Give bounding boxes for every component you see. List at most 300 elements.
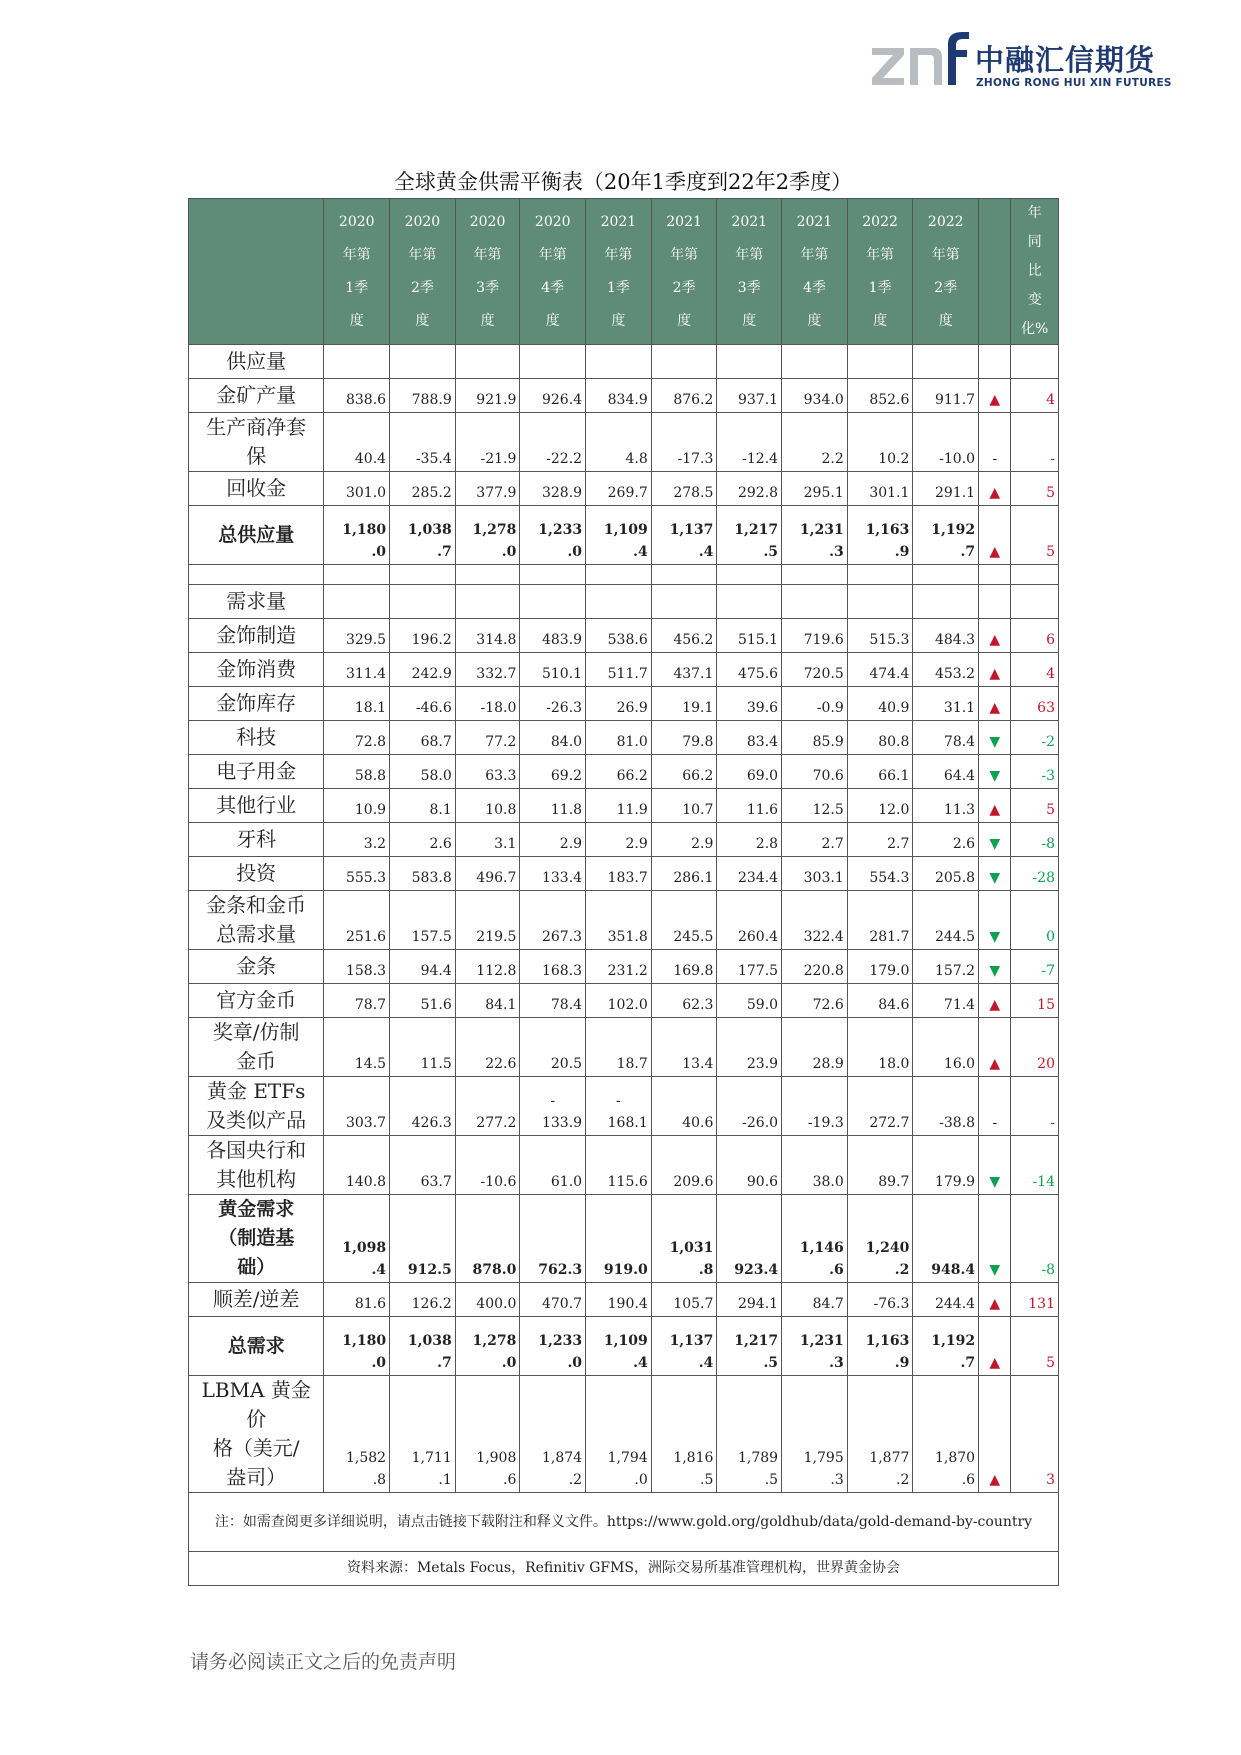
value-cell	[847, 687, 913, 721]
value-cell	[913, 1077, 979, 1136]
header-period-line: 1季	[606, 279, 630, 296]
value-line: 453.2	[934, 666, 976, 682]
value-cell	[520, 1018, 586, 1077]
value-line: -10.0	[939, 451, 976, 467]
value-line: 31.1	[943, 700, 976, 716]
value-cell	[520, 1077, 586, 1136]
row-label	[189, 1195, 324, 1283]
value-line: .2	[894, 1262, 910, 1278]
header-period-5	[586, 199, 652, 345]
value-cell	[390, 1195, 456, 1283]
header-period-line: 度	[611, 312, 626, 329]
row-label	[189, 1376, 324, 1493]
value-cell	[913, 585, 979, 619]
value-cell	[390, 823, 456, 857]
value-line: -22.2	[546, 451, 583, 467]
value-line: 351.8	[607, 929, 648, 945]
value-cell	[455, 1376, 520, 1493]
value-cell	[390, 1077, 456, 1136]
value-cell	[455, 823, 520, 857]
value-cell	[782, 823, 848, 857]
value-cell	[782, 755, 848, 789]
value-line: 1,908	[476, 1450, 517, 1466]
row-label-line: 金条和金币	[206, 893, 307, 917]
value-line: .8	[698, 1262, 714, 1278]
value-cell	[586, 472, 652, 506]
value-line: 921.9	[476, 392, 517, 408]
value-line: -35.4	[415, 451, 452, 467]
value-line: 12.0	[878, 802, 910, 818]
value-cell	[847, 1317, 913, 1376]
value-cell	[913, 1376, 979, 1493]
value-cell	[586, 619, 652, 653]
value-line: 923.4	[734, 1262, 779, 1278]
value-cell	[586, 687, 652, 721]
value-cell	[520, 379, 586, 413]
trend-arrow	[979, 345, 1011, 379]
row-label-line: 及类似产品	[206, 1108, 307, 1132]
trend-arrow: ▼	[979, 1136, 1011, 1195]
header-period-line: 年第	[604, 246, 633, 263]
value-line: .8	[372, 1472, 387, 1488]
header-period-2	[390, 199, 456, 345]
yoy-change: -3	[1011, 755, 1059, 789]
value-line: 511.7	[607, 666, 648, 682]
value-cell	[586, 1195, 652, 1283]
value-line: 876.2	[673, 392, 714, 408]
value-line: 538.6	[607, 632, 648, 648]
value-cell	[455, 565, 520, 585]
value-cell	[651, 857, 717, 891]
value-line: 66.1	[878, 768, 910, 784]
value-cell	[847, 413, 913, 472]
value-line: 157.5	[411, 929, 452, 945]
yoy-change: -2	[1011, 721, 1059, 755]
value-cell	[717, 565, 782, 585]
row-label	[189, 789, 324, 823]
value-line: 322.4	[803, 929, 844, 945]
table-row	[189, 653, 1059, 687]
value-line: .3	[829, 544, 844, 560]
value-line: 286.1	[673, 870, 714, 886]
trend-arrow: ▲	[979, 619, 1011, 653]
trend-arrow: ▲	[979, 506, 1011, 565]
table-row	[189, 413, 1059, 472]
value-cell	[390, 565, 456, 585]
header-period-line: 2022	[927, 213, 964, 230]
value-line: .6	[503, 1472, 517, 1488]
value-cell	[455, 891, 520, 950]
value-cell	[586, 1018, 652, 1077]
value-cell	[390, 1018, 456, 1077]
header-period-line: 年第	[735, 246, 764, 263]
value-line: 1,192	[931, 522, 976, 538]
value-line: 554.3	[869, 870, 910, 886]
value-line: 84.7	[812, 1296, 844, 1312]
row-label	[189, 565, 324, 585]
header-period-line: 度	[415, 312, 430, 329]
value-line: 1,146	[799, 1240, 844, 1256]
value-cell	[651, 950, 717, 984]
value-cell	[586, 789, 652, 823]
value-cell	[782, 687, 848, 721]
header-period-line: 度	[480, 312, 495, 329]
row-label	[189, 379, 324, 413]
value-line: 555.3	[345, 870, 387, 886]
value-line: 219.5	[476, 929, 517, 945]
value-line: 937.1	[737, 392, 779, 408]
value-cell	[455, 789, 520, 823]
header-period-line: 2020	[338, 213, 375, 230]
value-cell	[586, 721, 652, 755]
value-cell	[847, 984, 913, 1018]
value-line: 2.9	[691, 836, 714, 852]
row-label-line: 官方金币	[216, 988, 297, 1012]
value-line: 51.6	[420, 997, 452, 1013]
header-period-line: 度	[807, 312, 822, 329]
row-label-line: 投资	[236, 861, 277, 885]
value-cell	[390, 984, 456, 1018]
table-row	[189, 585, 1059, 619]
value-line: 515.3	[869, 632, 910, 648]
value-cell	[717, 1018, 782, 1077]
value-cell	[324, 585, 390, 619]
value-cell	[717, 1283, 782, 1317]
value-line: 720.5	[803, 666, 844, 682]
value-cell	[390, 379, 456, 413]
header-period-line: 2020	[404, 213, 441, 230]
row-label	[189, 1136, 324, 1195]
value-line: 277.2	[476, 1115, 517, 1131]
value-line: 168.3	[541, 963, 583, 979]
value-line: 10.9	[354, 802, 387, 818]
value-line: .4	[698, 544, 714, 560]
value-line: 878.0	[472, 1262, 517, 1278]
table-row	[189, 984, 1059, 1018]
value-line: 78.4	[550, 997, 583, 1013]
value-line: 934.0	[803, 392, 844, 408]
value-line: .6	[829, 1262, 844, 1278]
header-period-line: 度	[349, 312, 364, 329]
value-line: .4	[633, 1355, 648, 1371]
value-cell	[520, 1195, 586, 1283]
value-line: 70.6	[812, 768, 844, 784]
value-line: 242.9	[411, 666, 452, 682]
value-line: 1,794	[607, 1450, 648, 1466]
row-label	[189, 585, 324, 619]
header-period-9	[847, 199, 913, 345]
value-line: 251.6	[345, 929, 387, 945]
table-row	[189, 823, 1059, 857]
value-line: 1,137	[669, 1333, 714, 1349]
header-period-line: 年第	[473, 246, 502, 263]
value-line: 269.7	[607, 485, 648, 501]
value-cell	[520, 950, 586, 984]
header-period-4	[520, 199, 586, 345]
value-line: 16.0	[943, 1056, 976, 1072]
value-line: 515.1	[737, 632, 779, 648]
header-period-line: 2022	[862, 213, 898, 230]
value-cell	[455, 1136, 520, 1195]
table-row	[189, 891, 1059, 950]
value-cell	[520, 721, 586, 755]
value-cell	[717, 1077, 782, 1136]
value-cell	[913, 1018, 979, 1077]
table-row	[189, 857, 1059, 891]
value-cell	[651, 1317, 717, 1376]
row-label-line: 黄金 ETFs	[206, 1079, 306, 1103]
table-row	[189, 506, 1059, 565]
value-cell	[324, 1018, 390, 1077]
value-cell	[782, 1136, 848, 1195]
value-line: 22.6	[485, 1056, 517, 1072]
value-line: 39.6	[746, 700, 779, 716]
value-line: 66.2	[682, 768, 714, 784]
value-cell	[913, 379, 979, 413]
row-label-line: 牙科	[236, 827, 277, 851]
value-line: .2	[568, 1472, 583, 1488]
value-cell	[324, 619, 390, 653]
yoy-change: -8	[1011, 823, 1059, 857]
value-line: 79.8	[682, 734, 714, 750]
value-line: 4.8	[625, 451, 648, 467]
gold-supply-demand-table	[188, 198, 1059, 1586]
value-cell	[782, 379, 848, 413]
value-cell	[520, 619, 586, 653]
value-line: 719.6	[803, 632, 844, 648]
value-cell	[782, 413, 848, 472]
yoy-change: 5	[1011, 472, 1059, 506]
value-line: 762.3	[538, 1262, 583, 1278]
row-label-line: 盎司）	[226, 1465, 287, 1489]
yoy-change	[1011, 585, 1059, 619]
company-name-en: ZHONG RONG HUI XIN FUTURES	[976, 77, 1172, 89]
value-cell	[913, 721, 979, 755]
yoy-change: 4	[1011, 653, 1059, 687]
table-row	[189, 1195, 1059, 1283]
header-period-line: 度	[938, 312, 953, 329]
value-cell	[455, 379, 520, 413]
value-line: 2.7	[887, 836, 910, 852]
value-cell	[324, 1317, 390, 1376]
trend-arrow: ▼	[979, 755, 1011, 789]
header-period-line: 年第	[670, 246, 699, 263]
value-line: 205.8	[934, 870, 976, 886]
value-cell	[324, 472, 390, 506]
value-cell	[782, 345, 848, 379]
value-line: 1,031	[669, 1240, 714, 1256]
value-line: 1,098	[342, 1240, 387, 1256]
value-cell	[586, 823, 652, 857]
znf-logo-mark	[870, 28, 970, 90]
value-cell	[717, 1317, 782, 1376]
row-label	[189, 506, 324, 565]
value-cell	[651, 1283, 717, 1317]
value-line: 12.5	[812, 802, 844, 818]
value-cell	[324, 1136, 390, 1195]
value-cell	[390, 1317, 456, 1376]
value-line: .7	[437, 1355, 452, 1371]
yoy-change: 20	[1011, 1018, 1059, 1077]
table-row	[189, 619, 1059, 653]
value-line: .0	[567, 1355, 583, 1371]
trend-arrow: ▼	[979, 721, 1011, 755]
trend-arrow: -	[979, 413, 1011, 472]
table-row	[189, 1136, 1059, 1195]
trend-arrow: ▲	[979, 379, 1011, 413]
value-cell	[847, 857, 913, 891]
value-cell	[324, 984, 390, 1018]
header-yoy	[1011, 199, 1059, 345]
header-period-line: 3季	[737, 279, 761, 296]
value-cell	[651, 1195, 717, 1283]
value-cell	[324, 413, 390, 472]
value-cell	[847, 653, 913, 687]
header-period-line: 年第	[931, 246, 960, 263]
value-line: 1,233	[538, 1333, 583, 1349]
trend-arrow: -	[979, 1077, 1011, 1136]
value-line: 71.4	[943, 997, 976, 1013]
value-line: 484.3	[934, 632, 976, 648]
value-line: 2.2	[821, 451, 844, 467]
trend-arrow	[979, 565, 1011, 585]
header-row	[189, 199, 1059, 345]
value-line: .5	[764, 1472, 779, 1488]
row-label-line: 金矿产量	[216, 383, 297, 407]
value-cell	[390, 950, 456, 984]
header-period-line: 4季	[541, 279, 565, 296]
value-line: 11.3	[943, 802, 976, 818]
value-line: 8.1	[429, 802, 452, 818]
value-cell	[651, 687, 717, 721]
value-cell	[520, 565, 586, 585]
value-line: 314.8	[476, 632, 517, 648]
header-period-8	[782, 199, 848, 345]
value-cell	[455, 950, 520, 984]
value-line: 59.0	[746, 997, 779, 1013]
value-line: 291.1	[934, 485, 976, 501]
value-line: 1,163	[865, 522, 910, 538]
header-period-line: 度	[742, 312, 757, 329]
table-row	[189, 472, 1059, 506]
value-line: -19.3	[807, 1115, 844, 1131]
value-line: 329.5	[345, 632, 387, 648]
value-line: 332.7	[476, 666, 517, 682]
value-cell	[651, 619, 717, 653]
header-period-line: 年第	[342, 246, 371, 263]
value-cell	[455, 1077, 520, 1136]
yoy-change	[1011, 565, 1059, 585]
row-label	[189, 345, 324, 379]
value-cell	[782, 1018, 848, 1077]
row-label	[189, 1317, 324, 1376]
row-label-line: 各国央行和	[206, 1138, 307, 1162]
value-line: 948.4	[931, 1262, 976, 1278]
value-cell	[847, 379, 913, 413]
value-line: .7	[960, 1355, 976, 1371]
value-line: 78.4	[943, 734, 976, 750]
row-label	[189, 950, 324, 984]
value-cell	[390, 653, 456, 687]
value-line: -21.9	[480, 451, 517, 467]
value-line: 196.2	[411, 632, 452, 648]
value-line: 1,789	[737, 1450, 779, 1466]
header-label-cell	[189, 199, 324, 345]
value-cell	[455, 1283, 520, 1317]
value-cell	[520, 984, 586, 1018]
value-cell	[782, 1283, 848, 1317]
value-cell	[390, 506, 456, 565]
yoy-change: -28	[1011, 857, 1059, 891]
value-line: 84.1	[485, 997, 517, 1013]
row-label-line: 其他行业	[216, 793, 297, 817]
value-cell	[717, 984, 782, 1018]
value-cell	[455, 472, 520, 506]
value-cell	[782, 789, 848, 823]
value-line: 140.8	[345, 1174, 387, 1190]
value-line: 58.8	[354, 768, 387, 784]
table-row	[189, 1283, 1059, 1317]
company-logo	[870, 28, 1170, 90]
trend-arrow: ▼	[979, 823, 1011, 857]
row-label	[189, 823, 324, 857]
table-row	[189, 789, 1059, 823]
row-label-line: 总需求	[227, 1334, 285, 1357]
value-line: 158.3	[345, 963, 387, 979]
value-cell	[651, 345, 717, 379]
value-cell	[651, 1018, 717, 1077]
row-label-line: 础）	[237, 1256, 276, 1278]
value-line: 85.9	[812, 734, 844, 750]
value-cell	[324, 506, 390, 565]
value-line: 112.8	[476, 963, 517, 979]
value-cell	[847, 721, 913, 755]
value-line: 1,038	[407, 1333, 452, 1349]
value-line: 510.1	[541, 666, 583, 682]
value-cell	[324, 1376, 390, 1493]
value-cell	[520, 345, 586, 379]
row-label-line: 金条	[236, 954, 277, 978]
value-cell	[390, 857, 456, 891]
table-title: 全球黄金供需平衡表（20年1季度到22年2季度）	[393, 170, 853, 194]
value-cell	[520, 413, 586, 472]
header-period-line: 2020	[534, 213, 571, 230]
value-cell	[586, 379, 652, 413]
value-line: 1,038	[407, 522, 452, 538]
value-cell	[520, 789, 586, 823]
value-cell	[847, 789, 913, 823]
value-cell	[782, 585, 848, 619]
note-row	[189, 1493, 1059, 1552]
header-period-line: 4季	[802, 279, 826, 296]
value-cell	[717, 721, 782, 755]
header-yoy-line: 同	[1027, 234, 1042, 250]
value-line: 183.7	[607, 870, 648, 886]
trend-arrow: ▲	[979, 789, 1011, 823]
value-cell	[717, 1136, 782, 1195]
value-line: 83.4	[746, 734, 779, 750]
value-line: .4	[633, 544, 648, 560]
yoy-change: 15	[1011, 984, 1059, 1018]
yoy-change	[1011, 345, 1059, 379]
value-cell	[651, 585, 717, 619]
value-cell	[455, 755, 520, 789]
value-line: .3	[829, 1355, 844, 1371]
header-period-10	[913, 199, 979, 345]
row-label	[189, 755, 324, 789]
value-line: 84.0	[550, 734, 583, 750]
row-label	[189, 1018, 324, 1077]
